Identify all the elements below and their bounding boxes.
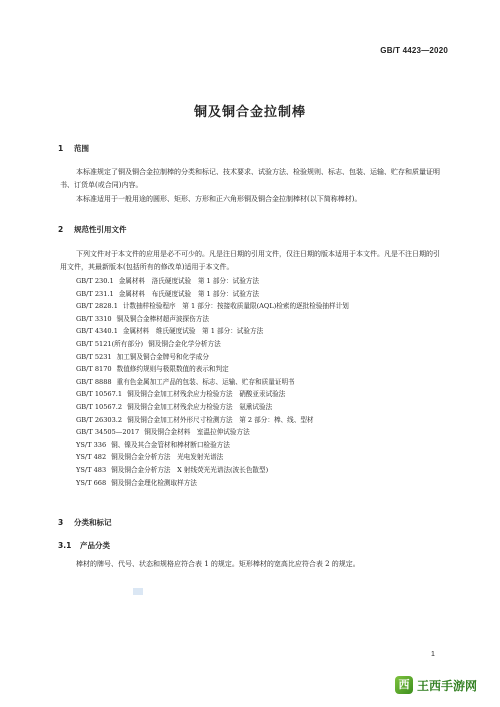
section-number: 3 (58, 518, 64, 527)
reference-item (76, 288, 349, 301)
reference-code: GB/T 2828.1 (76, 302, 118, 311)
reference-item (76, 477, 349, 490)
reference-code: GB/T 8170 (76, 365, 112, 374)
section-1-paragraph-1: 本标准规定了铜及铜合金拉制棒的分类和标记、技术要求、试验方法、检验规则、标志、包装、运输、贮存和质量证明书、订货单(或合同)内容。 (60, 168, 440, 189)
reference-code: GB/T 5231 (76, 352, 112, 361)
section-title: 分类和标记 (74, 518, 112, 527)
reference-title: 铜及铜合金加工材残余应力检验方法 氨熏试验法 (127, 402, 273, 411)
reference-code: GB/T 26303.2 (76, 415, 123, 424)
section-2-paragraph: 下列文件对于本文件的应用是必不可少的。凡是注日期的引用文件，仅注日期的版本适用于本文件。凡是不注日期的引用文件，其最新版本(包括所有的修改单)适用于本文件。 (60, 250, 440, 271)
reference-code: GB/T 4340.1 (76, 327, 118, 336)
reference-code: GB/T 10567.1 (76, 390, 123, 399)
section-3-1-paragraph: 棒材的牌号、代号、状态和规格应符合表 1 的规定。矩形棒材的宽高比应符合表 2 的规定。 (76, 560, 360, 568)
normative-references-list (76, 275, 349, 489)
reference-title: 铜、镍及其合金管材和棒材断口检验方法 (111, 440, 230, 449)
reference-title: 金属材料 布氏硬度试验 第 1 部分：试验方法 (118, 289, 259, 298)
reference-code: YS/T 668 (76, 478, 107, 487)
reference-code: GB/T 8888 (76, 377, 112, 386)
reference-item (76, 363, 349, 376)
reference-item (76, 388, 349, 401)
reference-title: 加工铜及铜合金牌号和化学成分 (116, 352, 209, 361)
section-1-paragraph-2: 本标准适用于一般用途的圆形、矩形、方形和正六角形铜及铜合金拉制棒材(以下简称棒材)。 (76, 195, 362, 203)
reference-item (76, 376, 349, 389)
reference-title: 铜及铜合金加工材外形尺寸检测方法 第 2 部分：棒、线、型材 (127, 415, 314, 424)
reference-item (76, 439, 349, 452)
reference-title: 铜及铜合金分析方法 X 射线荧光光谱法(波长色散型) (111, 465, 269, 474)
reference-item (76, 351, 349, 364)
reference-title: 铜及铜合金化学分析方法 (148, 339, 221, 348)
standard-number: GB/T 4423—2020 (380, 46, 448, 55)
reference-item (76, 414, 349, 427)
reference-item (76, 313, 349, 326)
reference-code: YS/T 336 (76, 440, 107, 449)
section-number: 2 (58, 225, 64, 234)
reference-title: 铜及铜合金分析方法 光电发射光谱法 (111, 453, 224, 462)
reference-code: GB/T 34505—2017 (76, 428, 140, 437)
page-number: 1 (431, 651, 435, 658)
watermark-logo-icon: 西 (395, 676, 413, 694)
reference-title: 铜及铜合金加工材残余应力检验方法 硝酸亚汞试验法 (127, 390, 286, 399)
section-2-heading (58, 224, 127, 235)
section-title: 产品分类 (80, 541, 110, 550)
section-1-heading (58, 143, 89, 154)
reference-code: YS/T 482 (76, 453, 107, 462)
document-title: 铜及铜合金拉制棒 (193, 105, 306, 120)
reference-code: GB/T 5121(所有部分) (76, 339, 144, 348)
section-title: 规范性引用文件 (74, 225, 127, 234)
reference-code: GB/T 231.1 (76, 289, 114, 298)
section-number: 3.1 (58, 541, 72, 550)
reference-title: 铜及铜合金棒材超声波探伤方法 (116, 314, 209, 323)
reference-item (76, 300, 349, 313)
watermark-text: 王西手游网 (417, 678, 478, 693)
reference-title: 铜及铜合金理化检测取样方法 (111, 478, 197, 487)
reference-title: 重有色金属加工产品的包装、标志、运输、贮存和质量证明书 (116, 377, 295, 386)
section-3-heading (58, 517, 112, 528)
reference-title: 铜及铜合金材料 室温拉伸试验方法 (144, 428, 250, 437)
section-title: 范围 (74, 144, 89, 153)
watermark (395, 676, 477, 694)
reference-code: GB/T 10567.2 (76, 402, 123, 411)
reference-item (76, 451, 349, 464)
reference-code: GB/T 230.1 (76, 277, 114, 285)
section-number: 1 (58, 144, 64, 153)
reference-title: 金属材料 维氏硬度试验 第 1 部分：试验方法 (122, 327, 264, 336)
reference-item (76, 426, 349, 439)
reference-item (76, 401, 349, 414)
reference-item (76, 325, 349, 338)
reference-item (76, 275, 349, 288)
selection-highlight (133, 588, 143, 595)
reference-title: 计数抽样检验程序 第 1 部分：按接收质量限(AQL)检索的逐批检验抽样计划 (122, 302, 349, 311)
reference-code: GB/T 3310 (76, 314, 112, 323)
section-3-1-heading (58, 540, 110, 551)
reference-item (76, 464, 349, 477)
reference-code: YS/T 483 (76, 465, 107, 474)
reference-item (76, 338, 349, 351)
reference-title: 金属材料 洛氏硬度试验 第 1 部分：试验方法 (118, 277, 259, 285)
reference-title: 数值修约规则与极限数值的表示和判定 (116, 365, 229, 374)
